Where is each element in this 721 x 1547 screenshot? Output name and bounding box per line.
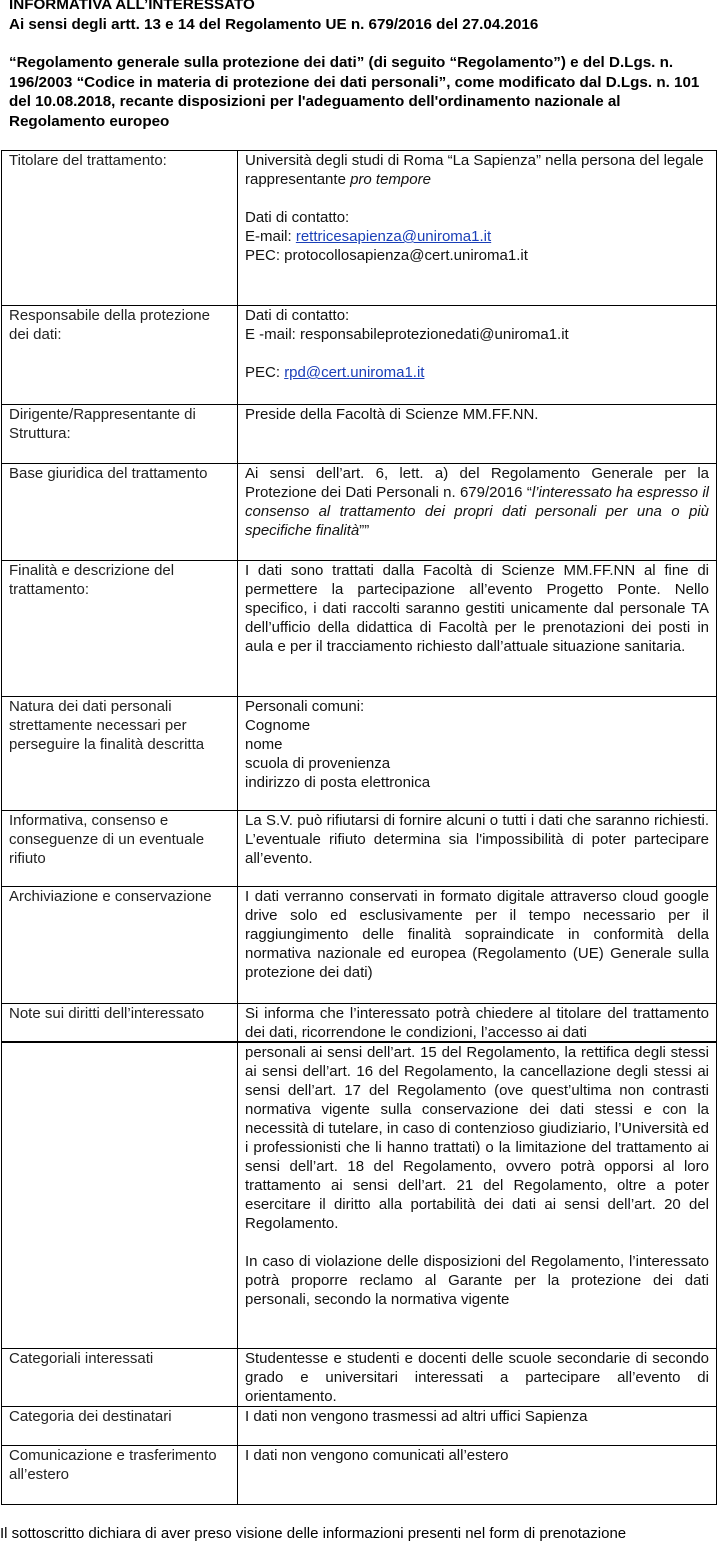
row-label-categoriali: Categoriali interessati	[2, 1348, 238, 1406]
row-label-informativa: Informativa, consenso e conseguenze di un eventuale rifiuto	[2, 811, 238, 887]
declaration-footer	[0, 1524, 721, 1547]
table-row	[2, 405, 717, 464]
row-value-titolare	[238, 151, 717, 306]
row-value-categoriali: Studentesse e studenti e docenti delle scuole secondarie di secondo grado e universitari interessati a partecipare all’evento di orientamento.	[238, 1348, 717, 1406]
base-text-end: ””	[359, 522, 370, 539]
row-value-natura	[238, 697, 717, 811]
row-label-base: Base giuridica del trattamento	[2, 464, 238, 561]
titolare-email-label: E-mail:	[245, 228, 292, 245]
row-value-responsabile	[238, 306, 717, 405]
row-value-comunicazione: I dati non vengono comunicati all’estero	[238, 1445, 717, 1504]
titolare-contact-title: Dati di contatto:	[245, 209, 350, 226]
titolare-email-line	[245, 227, 709, 246]
table-row	[2, 306, 717, 405]
document-subtitle: Ai sensi degli artt. 13 e 14 del Regolamento UE n. 679/2016 del 27.04.2016	[9, 15, 539, 33]
row-value-diritti-start: Si informa che l’interessato potrà chiedere al titolare del trattamento dei dati, ricorrendone le condizioni, l’accesso ai dati	[238, 1004, 717, 1043]
row-label-diritti: Note sui diritti dell’interessato	[2, 1004, 238, 1043]
row-label-natura: Natura dei dati personali strettamente necessari per perseguire la finalità descritta	[2, 697, 238, 811]
diritti-text: personali ai sensi dell’art. 15 del Regolamento, la rettifica degli stessi ai sensi dell’art. 16 del Regolamento, la cancellazione degli stessi ai sensi dell’art. 17 del Regolamento (ove quest’ultima non contrasti normativa vigente sulla conservazione dei dati stessi e con la necessità di tutelare, in caso di contenzioso giudiziario, l’Università ed i professionisti che li hanno trattati) o la limitazione del trattamento ai sensi dell’art. 18 del Regolamento, ovvero potrà opporsi al loro trattamento ai sensi dell’art. 21 del Regolamento, oltre a poter esercitare il diritto alla portabilità dei dati ai sensi dell’art. 20 del Regolamento.	[245, 1044, 709, 1232]
base-text: Ai sensi dell’art. 6, lett. a) del Regolamento Generale per la Protezione dei Dati Personali n. 679/2016 “	[245, 465, 709, 501]
row-label-dirigente: Dirigente/Rappresentante di Struttura:	[2, 405, 238, 464]
row-value-informativa: La S.V. può rifiutarsi di fornire alcuni o tutti i dati che saranno richiesti. L’eventuale rifiuto determina sia l'impossibilità di poter partecipare all’evento.	[238, 811, 717, 887]
document-intro: “Regolamento generale sulla protezione dei dati” (di seguito “Regolamento”) e del D.Lgs. n. 196/2003 “Codice in materia di protezione dei dati personali”, come modificato dal D.Lgs. n. 101 del 10.08.2018, recante disposizioni per l'adeguamento dell'ordinamento nazionale al Regolamento europeo	[9, 54, 700, 130]
row-label-archiviazione: Archiviazione e conservazione	[2, 887, 238, 1004]
responsabile-email: E -mail: responsabileprotezionedati@uniroma1.it	[245, 326, 569, 343]
declaration-text: Il sottoscritto dichiara di aver preso visione delle informazioni presenti nel form di prenotazione	[0, 1525, 627, 1542]
table-row	[2, 887, 717, 1004]
list-item: indirizzo di posta elettronica	[245, 774, 431, 791]
row-label-destinatari: Categoria dei destinatari	[2, 1406, 238, 1445]
document-header	[9, 0, 715, 131]
list-item: Personali comuni:	[245, 698, 365, 715]
table-row	[2, 464, 717, 561]
table-row	[2, 697, 717, 811]
row-label-diritti-cont	[2, 1042, 238, 1348]
row-value-destinatari: I dati non vengono trasmessi ad altri uffici Sapienza	[238, 1406, 717, 1445]
table-row	[2, 1406, 717, 1445]
base-text-quote: l’interessato ha espresso il consenso al trattamento dei propri dati personali per una o più specifiche finalità	[245, 484, 709, 539]
responsabile-pec-line	[245, 363, 709, 382]
table-row	[2, 811, 717, 887]
row-label-comunicazione: Comunicazione e trasferimento all’estero	[2, 1445, 238, 1504]
table-row	[2, 1445, 717, 1504]
table-row	[2, 561, 717, 697]
privacy-table-continued	[1, 1041, 717, 1505]
list-item: scuola di provenienza	[245, 755, 391, 772]
table-row	[2, 151, 717, 306]
row-label-responsabile: Responsabile della protezione dei dati:	[2, 306, 238, 405]
row-label-titolare: Titolare del trattamento:	[2, 151, 238, 306]
titolare-pec: PEC: protocollosapienza@cert.uniroma1.it	[245, 247, 528, 264]
privacy-table	[1, 150, 717, 1043]
titolare-pro-tempore: pro tempore	[350, 171, 431, 188]
titolare-email-link[interactable]: rettricesapienza@uniroma1.it	[295, 228, 492, 245]
document-title: INFORMATIVA ALL’INTERESSATO	[9, 0, 255, 13]
row-value-finalita: I dati sono trattati dalla Facoltà di Scienze MM.FF.NN al fine di permettere la partecipazione all’evento Progetto Ponte. Nello specifico, i dati raccolti saranno gestiti unicamente dal personale TA dell’ufficio della didattica di Facoltà per le prenotazioni dei posti in aula e per il tracciamento richiesto dall’attuale situazione sanitaria.	[238, 561, 717, 697]
table-row	[2, 1042, 717, 1348]
row-value-archiviazione: I dati verranno conservati in formato digitale attraverso cloud google drive solo ed esclusivamente per il tempo necessario per il raggiungimento delle finalità sopraindicate in conformità della normativa nazionale ed europea (Regolamento (UE) Generale sulla protezione dei dati)	[238, 887, 717, 1004]
titolare-line: Università degli studi di Roma “La Sapienza” nella persona del legale rappresentante	[245, 152, 704, 188]
row-value-diritti-cont	[238, 1042, 717, 1348]
table-row	[2, 1348, 717, 1406]
row-value-dirigente: Preside della Facoltà di Scienze MM.FF.NN.	[238, 405, 717, 464]
table-row	[2, 1004, 717, 1043]
responsabile-pec-label: PEC:	[245, 364, 281, 381]
row-value-base	[238, 464, 717, 561]
list-item: nome	[245, 736, 283, 753]
responsabile-contact-title: Dati di contatto:	[245, 307, 350, 324]
list-item: Cognome	[245, 717, 311, 734]
responsabile-pec-link[interactable]: rpd@cert.uniroma1.it	[284, 364, 425, 381]
diritti-reclamo: In caso di violazione delle disposizioni del Regolamento, l’interessato potrà proporre reclamo al Garante per la protezione dei dati personali, secondo la normativa vigente	[245, 1253, 709, 1308]
row-label-finalita: Finalità e descrizione del trattamento:	[2, 561, 238, 697]
